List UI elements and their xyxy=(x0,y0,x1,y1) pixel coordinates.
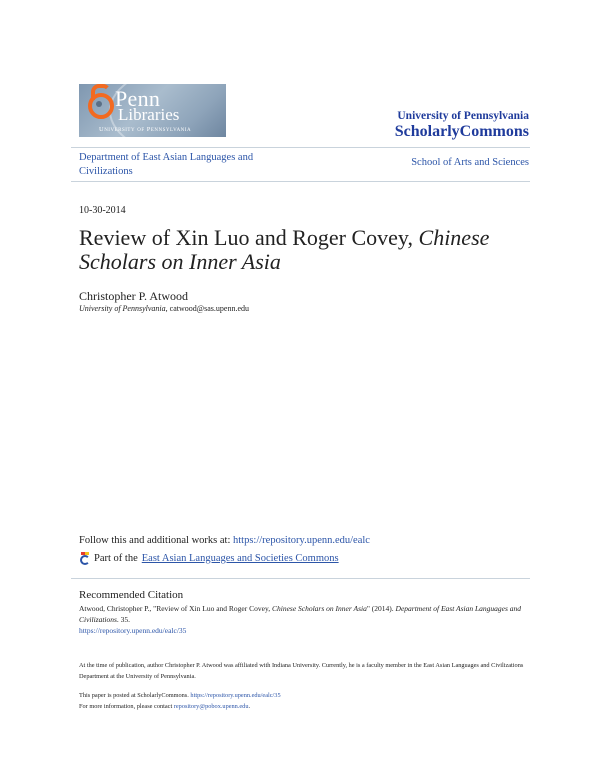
affiliation-institution: University of Pennsylvania xyxy=(79,304,166,313)
title-italic: Chinese Scholars on Inner Asia xyxy=(79,225,490,274)
article-title xyxy=(79,226,499,274)
posted-label: This paper is posted at ScholarlyCommons. xyxy=(79,692,191,699)
citation-text xyxy=(79,603,534,636)
school-link[interactable]: School of Arts and Sciences xyxy=(411,157,529,168)
lock-keyhole-icon xyxy=(96,101,102,107)
posted-url-link[interactable]: https://repository.upenn.edu/ealc/35 xyxy=(190,692,281,699)
contact-email-link[interactable]: repository@pobox.upenn.edu xyxy=(173,703,249,710)
author-affiliation xyxy=(79,304,249,313)
brand-scholarly-commons: ScholarlyCommons xyxy=(394,123,529,140)
penn-libraries-logo[interactable] xyxy=(79,84,226,137)
citation-heading: Recommended Citation xyxy=(79,589,184,601)
affiliation-email: , catwood@sas.upenn.edu xyxy=(165,304,250,313)
scholarly-commons-brand[interactable] xyxy=(395,110,529,141)
contact-label: For more information, please contact xyxy=(79,703,174,710)
logo-text-libraries: Libraries xyxy=(118,105,180,124)
citation-author: Atwood, Christopher P., "Review of Xin Luo and Roger Covey, xyxy=(79,604,272,613)
citation-title: Chinese Scholars on Inner Asia xyxy=(271,604,367,613)
follow-label: Follow this and additional works at: xyxy=(79,535,233,546)
citation-year: " (2014). xyxy=(366,604,396,613)
publication-date: 10-30-2014 xyxy=(79,205,126,216)
follow-url-link[interactable]: https://repository.upenn.edu/ealc xyxy=(233,535,370,546)
posted-info xyxy=(79,690,539,712)
follow-works xyxy=(79,535,370,546)
contact-end: . xyxy=(248,703,251,710)
citation-department: Department of East Asian Languages and Civilizations xyxy=(79,604,522,624)
brand-university: University of Pennsylvania xyxy=(397,110,529,122)
bepress-commons-icon xyxy=(79,552,90,564)
citation-number: . 35. xyxy=(116,615,131,624)
affiliation-note: At the time of publication, author Christopher P. Atwood was affiliated with Indiana University. Currently, he is a faculty member in the East Asian Languages and Civilizations Department at the University of Pennsylvania. xyxy=(79,662,524,680)
commons-link[interactable]: East Asian Languages and Societies Commons xyxy=(141,552,339,564)
header-divider-bottom xyxy=(71,181,530,182)
author-name: Christopher P. Atwood xyxy=(79,289,189,303)
citation-url-link[interactable]: https://repository.upenn.edu/ealc/35 xyxy=(79,626,187,635)
logo-text-university: University of Pennsylvania xyxy=(99,126,192,133)
part-of-commons xyxy=(79,552,339,564)
header-divider-top xyxy=(71,147,530,148)
department-link[interactable]: Department of East Asian Languages and Civilizations xyxy=(79,152,254,177)
part-of-label: Part of the xyxy=(94,552,138,564)
citation-divider xyxy=(71,578,530,579)
logo-text-penn: Penn xyxy=(115,86,161,111)
title-plain: Review of Xin Luo and Roger Covey, xyxy=(79,225,419,250)
